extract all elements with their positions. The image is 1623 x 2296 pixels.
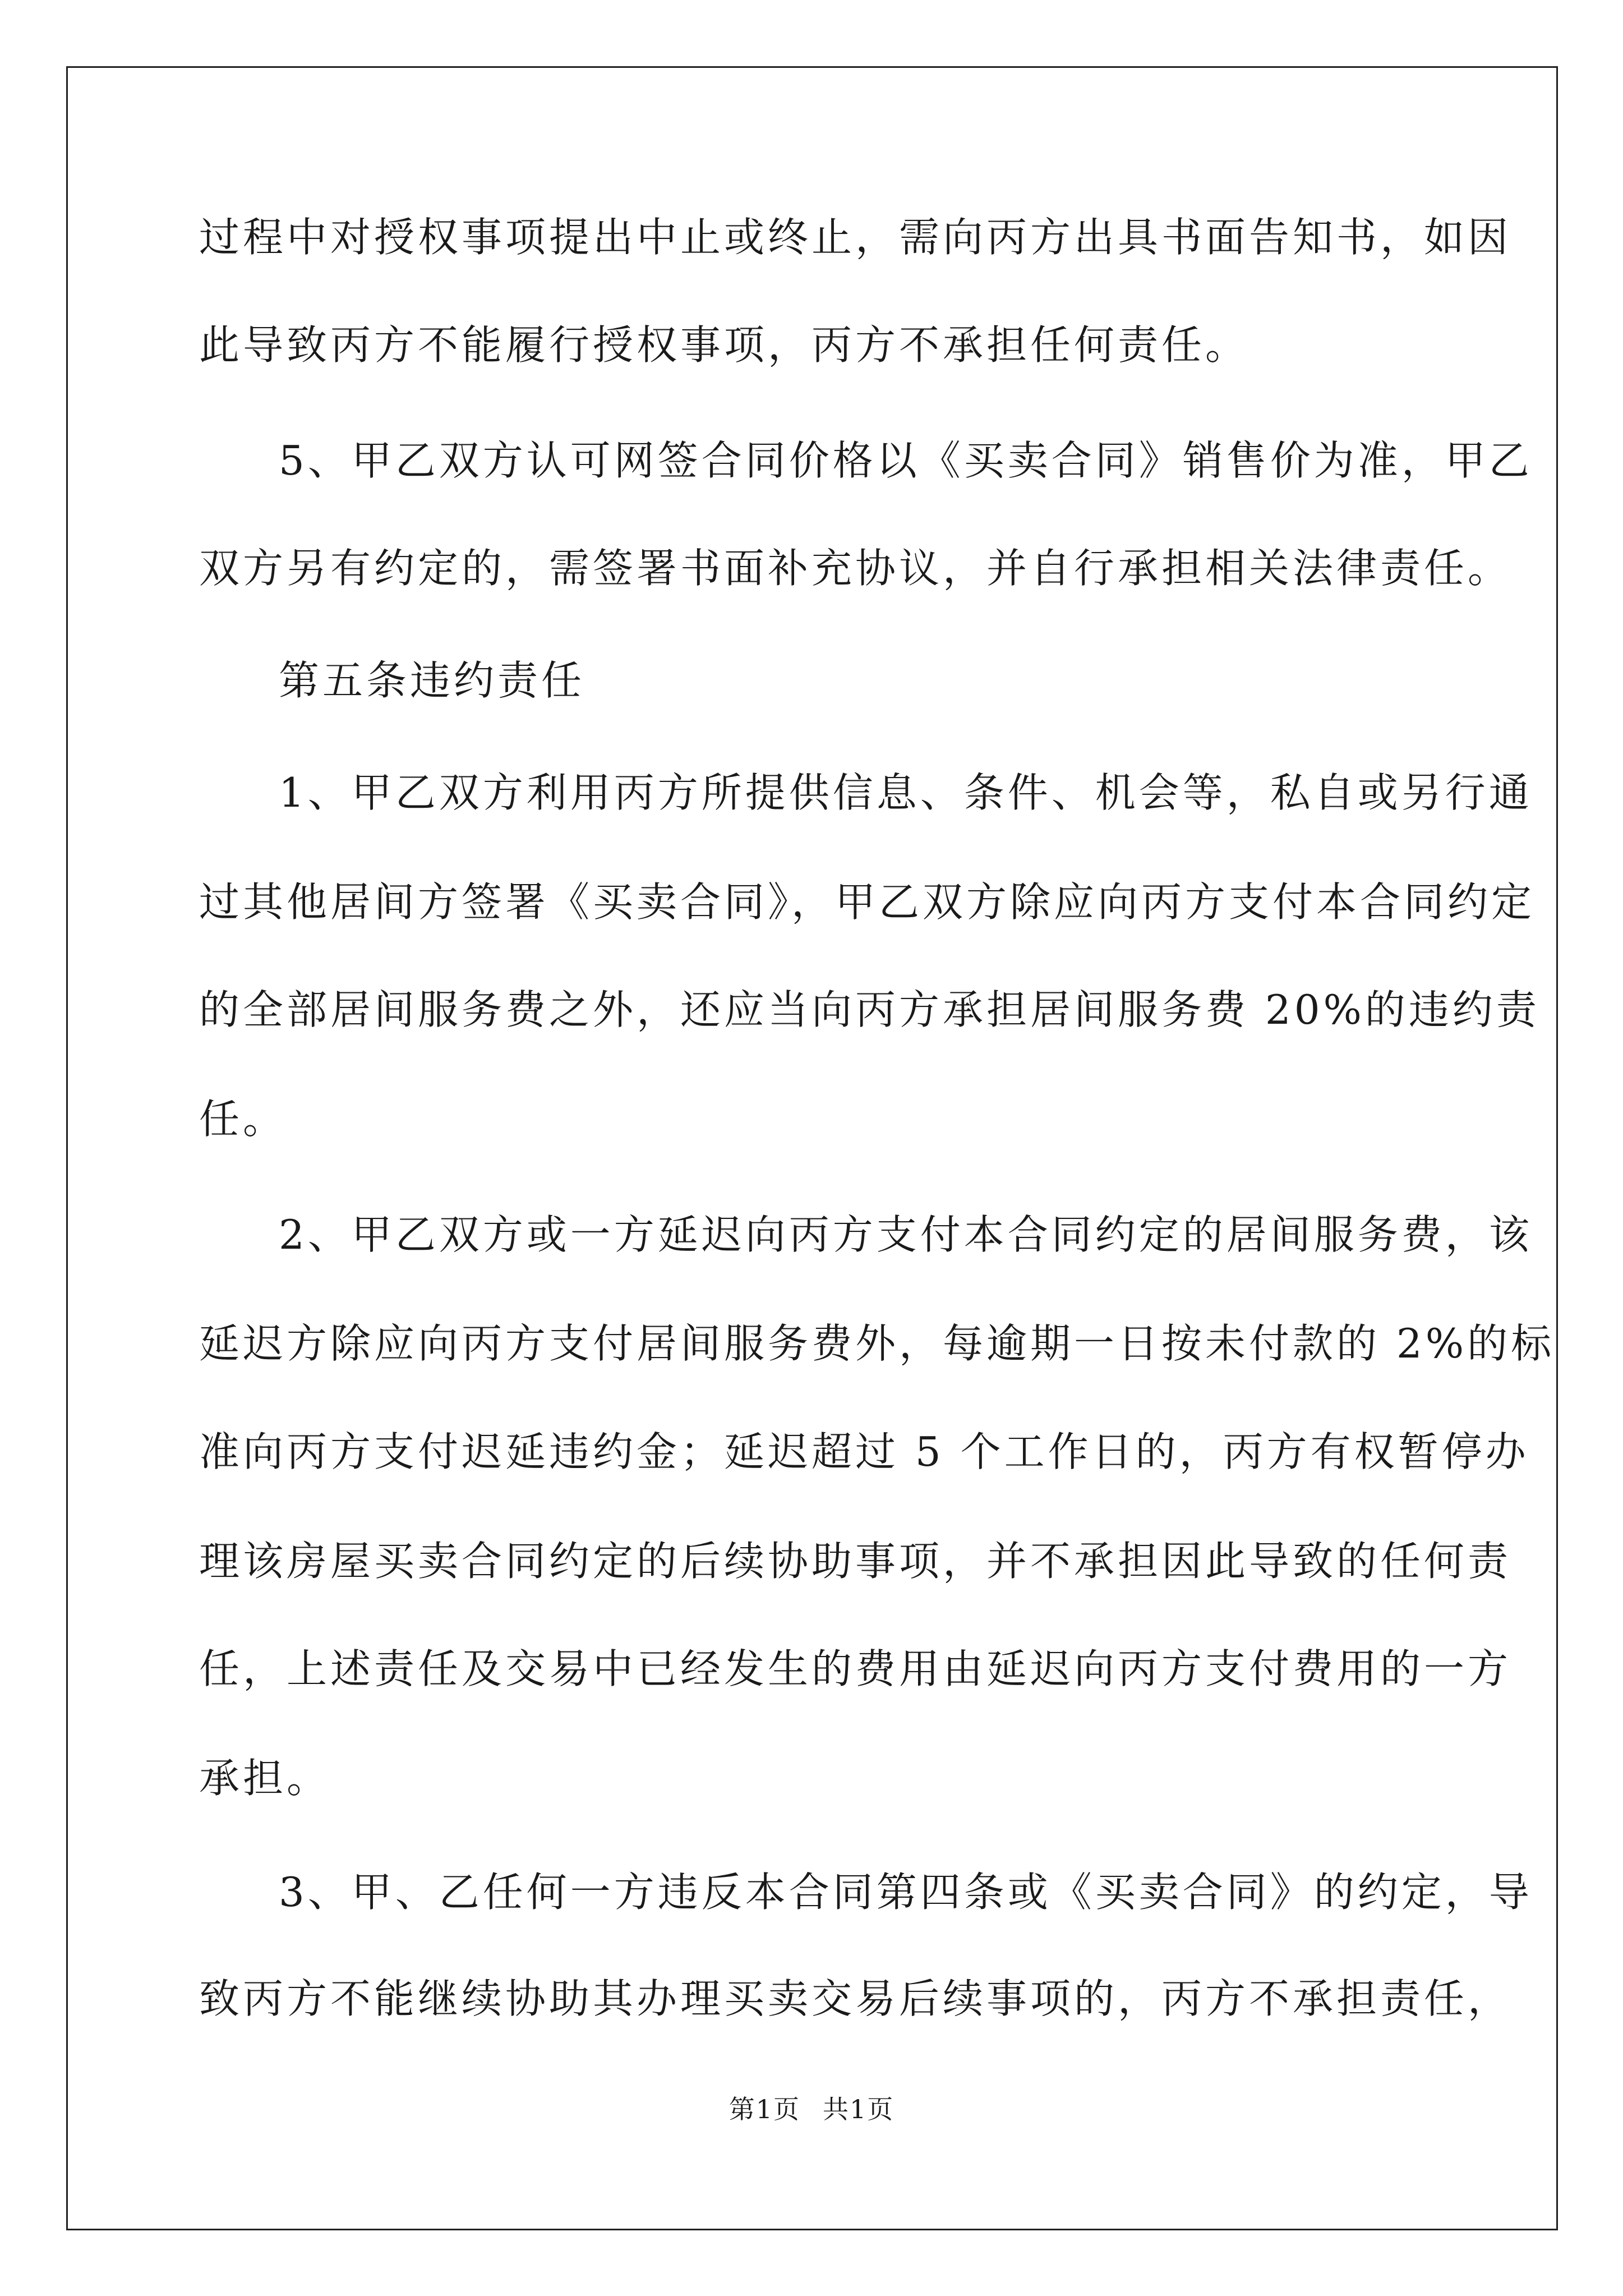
- text-line: 承担。: [199, 1755, 331, 1802]
- text-line: 双方另有约定的，需签署书面补充协议，并自行承担相关法律责任。: [199, 545, 1512, 592]
- text-line: 过程中对授权事项提出中止或终止，需向丙方出具书面告知书，如因: [199, 214, 1512, 261]
- page-footer: [0, 2092, 1623, 2126]
- text-line: 理该房屋买卖合同约定的后续协助事项，并不承担因此导致的任何责: [199, 1538, 1512, 1585]
- text-line: 致丙方不能继续协助其办理买卖交易后续事项的，丙方不承担责任，: [199, 1975, 1512, 2022]
- text-line: 延迟方除应向丙方支付居间服务费外，每逾期一日按未付款的 2%的标: [199, 1320, 1555, 1367]
- text-line: 准向丙方支付迟延违约金；延迟超过 5 个工作日的，丙方有权暂停办: [199, 1428, 1529, 1475]
- text-line: 任。: [199, 1096, 287, 1143]
- text-line: 此导致丙方不能履行授权事项，丙方不承担任何责任。: [199, 321, 1249, 369]
- page-number: 第1页: [728, 2094, 800, 2124]
- text-line: 过其他居间方签署《买卖合同》，甲乙双方除应向丙方支付本合同约定: [199, 878, 1536, 926]
- text-line: 任，上述责任及交易中已经发生的费用由延迟向丙方支付费用的一方: [199, 1645, 1512, 1692]
- text-line: 1、甲乙双方利用丙方所提供信息、条件、机会等，私自或另行通: [279, 769, 1533, 816]
- text-line: 的全部居间服务费之外，还应当向丙方承担居间服务费 20%的违约责: [199, 986, 1540, 1033]
- text-line: 5、甲乙双方认可网签合同价格以《买卖合同》销售价为准，甲乙: [279, 437, 1533, 484]
- text-line: 3、甲、乙任何一方违反本合同第四条或《买卖合同》的约定，导: [279, 1869, 1533, 1916]
- page-total: 共1页: [823, 2094, 895, 2124]
- text-line: 2、甲乙双方或一方延迟向丙方支付本合同约定的居间服务费，该: [279, 1211, 1533, 1258]
- section-heading: 第五条违约责任: [279, 657, 585, 704]
